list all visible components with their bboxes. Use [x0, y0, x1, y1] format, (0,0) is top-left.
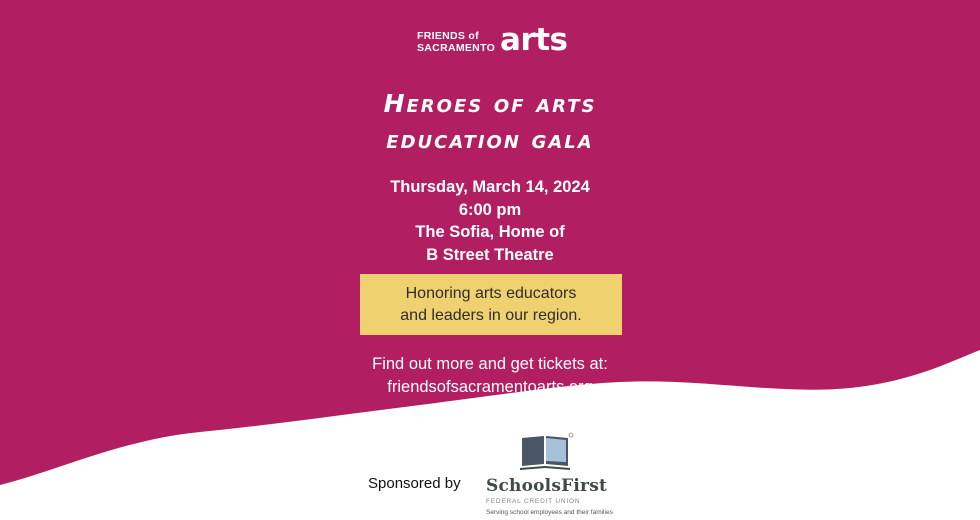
logo-line-sacramento: SACRAMENTO [417, 42, 496, 54]
schoolsfirst-name: SchoolsFirst [486, 476, 608, 496]
event-title-line1: Heroes of arts [383, 89, 597, 118]
schoolsfirst-subtitle: FEDERAL CREDIT UNION [486, 498, 581, 505]
event-venue-line2: B Street Theatre [426, 245, 554, 264]
event-title-line2: education gala [386, 125, 594, 154]
honor-box [360, 274, 622, 335]
schoolsfirst-logo [486, 432, 616, 518]
event-time: 6:00 pm [458, 200, 522, 219]
event-date: Thursday, March 14, 2024 [390, 178, 590, 196]
tickets-url[interactable]: friendsofsacramentoarts.org [387, 377, 593, 396]
event-details [330, 176, 650, 266]
friends-of-sacramento-arts-logo [417, 22, 577, 58]
schoolsfirst-tagline: Serving school employees and their families [486, 509, 613, 516]
honor-line2: and leaders in our region. [400, 306, 582, 324]
event-venue-line1: The Sofia, Home of [415, 223, 565, 241]
logo-line-friends-of: FRIENDS of [417, 30, 479, 42]
open-book-icon [518, 432, 574, 472]
logo-word-arts: arts [500, 22, 568, 58]
event-title [300, 86, 680, 158]
sponsored-by-label: Sponsored by [368, 475, 461, 492]
honor-line1: Honoring arts educators [405, 284, 577, 302]
tickets-info [340, 353, 640, 398]
tickets-text: Find out more and get tickets at: [372, 355, 608, 373]
